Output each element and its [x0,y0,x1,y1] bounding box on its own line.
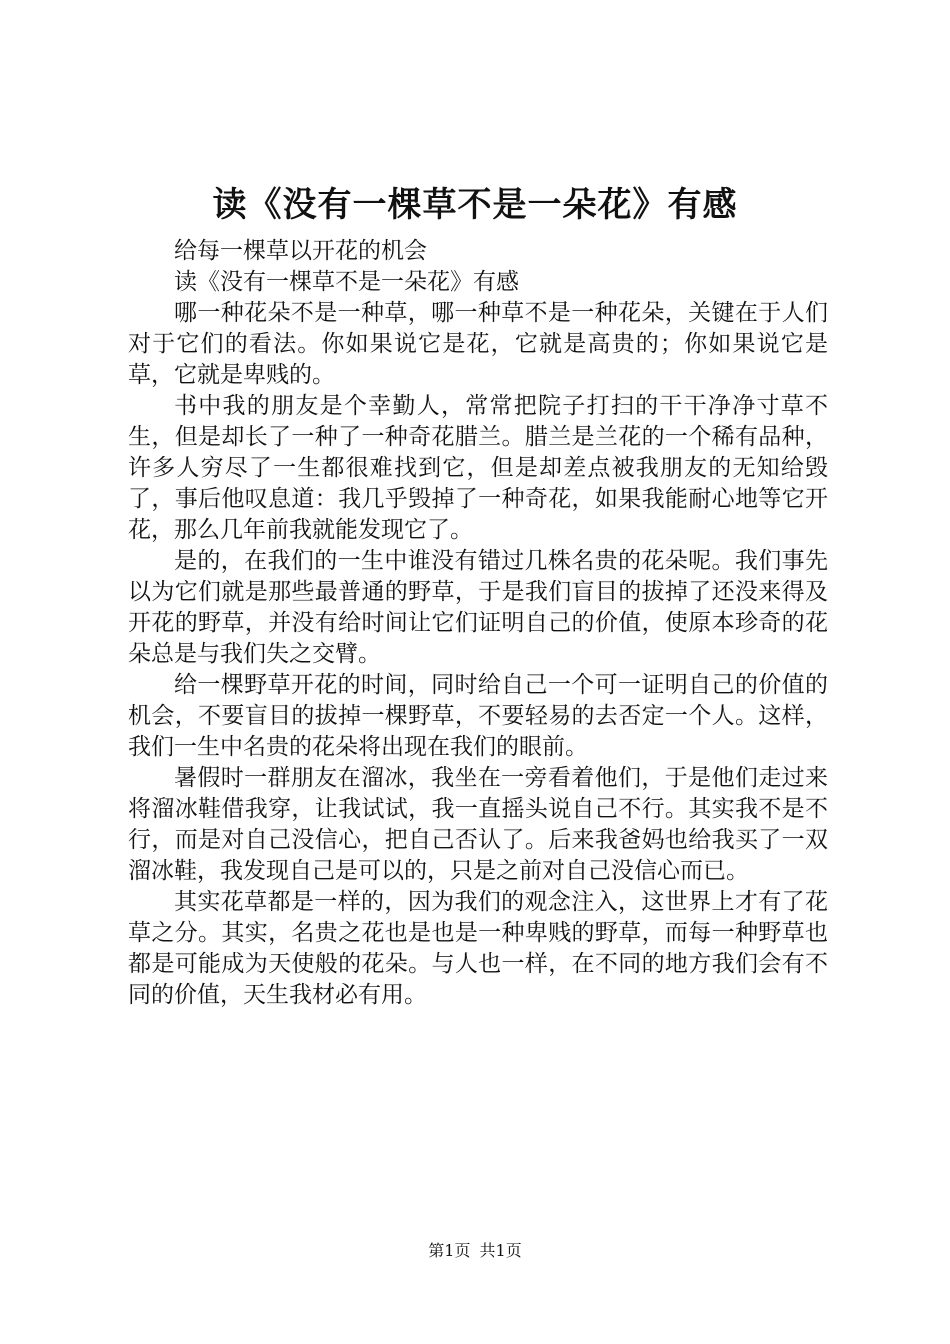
body-paragraph: 给一棵野草开花的时间，同时给自己一个可一证明自己的价值的机会，不要盲目的拔掉一棵野草，不要轻易的去否定一个人。这样，我们一生中名贵的花朵将出现在我们的眼前。 [128,672,828,760]
document-body [128,236,828,1011]
body-paragraph: 哪一种花朵不是一种草，哪一种草不是一种花朵，关键在于人们对于它们的看法。你如果说它是花，它就是高贵的；你如果说它是草，它就是卑贱的。 [128,300,828,388]
subtitle-line: 读《没有一棵草不是一朵花》有感 [174,269,519,295]
body-paragraph: 书中我的朋友是个幸勤人，常常把院子打扫的干干净净寸草不生，但是却长了一种了一种奇花腊兰。腊兰是兰花的一个稀有品种，许多人穷尽了一生都很难找到它，但是却差点被我朋友的无知给毁了，事后他叹息道：我几乎毁掉了一种奇花，如果我能耐心地等它开花，那么几年前我就能发现它了。 [128,393,828,543]
subtitle-line: 给每一棵草以开花的机会 [174,238,427,264]
body-paragraph: 是的，在我们的一生中谁没有错过几株名贵的花朵呢。我们事先以为它们就是那些最普通的野草，于是我们盲目的拔掉了还没来得及开花的野草，并没有给时间让它们证明自己的价值，使原本珍奇的花朵总是与我们失之交臂。 [128,548,828,667]
document-title: 读《没有一棵草不是一朵花》有感 [212,185,738,225]
body-paragraph: 暑假时一群朋友在溜冰，我坐在一旁看着他们，于是他们走过来将溜冰鞋借我穿，让我试试，我一直摇头说自己不行。其实我不是不行，而是对自己没信心，把自己否认了。后来我爸妈也给我买了一双溜冰鞋，我发现自己是可以的，只是之前对自己没信心而已。 [128,765,828,884]
body-paragraph: 其实花草都是一样的，因为我们的观念注入，这世界上才有了花草之分。其实，名贵之花也是也是一种卑贱的野草，而每一种野草也都是可能成为天使般的花朵。与人也一样，在不同的地方我们会有不同的价值，天生我材必有用。 [128,889,828,1008]
page-footer: 第1页 共1页 [428,1241,522,1260]
